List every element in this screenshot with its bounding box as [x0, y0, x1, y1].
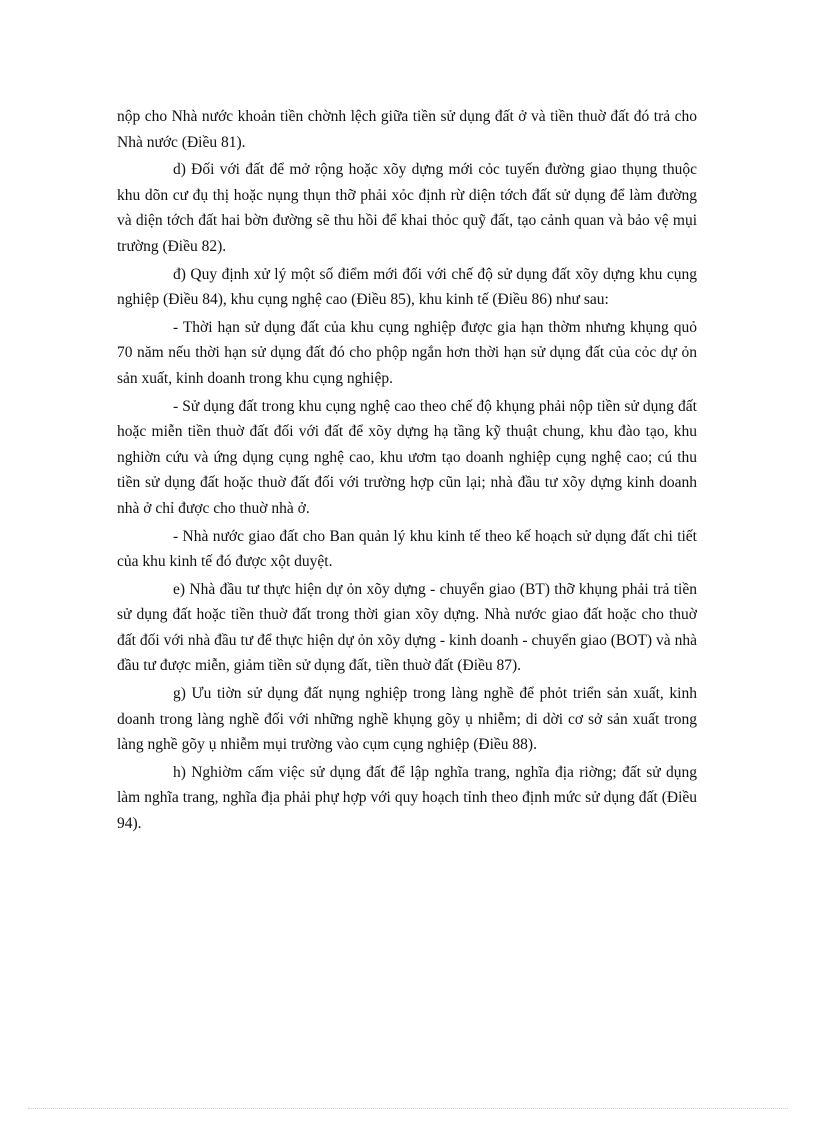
paragraph-item-dd: đ) Quy định xử lý một số điểm mới đối với chế độ sử dụng đất xõy dựng khu cụng nghiệp (Điều 84), khu cụng nghệ cao (Điều 85), khu kinh tế (Điều 86) như sau: — [117, 265, 697, 309]
paragraph-continuation: nộp cho Nhà nước khoản tiền chờnh lệch giữa tiền sử dụng đất ở và tiền thuờ đất đó trả cho Nhà nước (Điều 81). — [117, 108, 697, 151]
footer-dotted-rule — [28, 1108, 788, 1109]
paragraph-item-d: d) Đối với đất để mở rộng hoặc xõy dựng mới cỏc tuyến đường giao thụng thuộc khu dõn cư đụ thị hoặc nụng thụn thỡ phải xỏc định rừ diện tớch đất sử dụng để làm đường và diện tớch đất hai bờn đường sẽ thu hồi để khai thỏc quỹ đất, tạo cảnh quan và bảo vệ mụi trường (Điều 82). — [117, 161, 697, 255]
paragraph-bullet-high-tech-zone: - Sử dụng đất trong khu cụng nghệ cao theo chế độ khụng phải nộp tiền sử dụng đất hoặc miễn tiền thuờ đất đối với đất để xõy dựng hạ tầng kỹ thuật chung, khu đào tạo, khu nghiờn cứu và ứng dụng cụng nghệ cao, khu ươm tạo doanh nghiệp cụng nghệ cao; cú thu tiền sử dụng đất hoặc thuờ đất đối với trường hợp cũn lại; nhà đầu tư xõy dựng kinh doanh nhà ở chỉ được cho thuờ nhà ở. — [117, 397, 697, 517]
paragraph-bullet-industrial-zone: - Thời hạn sử dụng đất của khu cụng nghiệp được gia hạn thờm nhưng khụng quỏ 70 năm nếu thời hạn sử dụng đất đó cho phộp ngắn hơn thời hạn sử dụng đất của cỏc dự ỏn sản xuất, kinh doanh trong khu cụng nghiệp. — [117, 318, 697, 387]
paragraph-item-g: g) Ưu tiờn sử dụng đất nụng nghiệp trong làng nghề để phỏt triển sản xuất, kinh doanh trong làng nghề đối với những nghề khụng gõy ụ nhiễm; di dời cơ sở sản xuất trong làng nghề gõy ụ nhiễm mụi trường vào cụm cụng nghiệp (Điều 88). — [117, 685, 697, 754]
paragraph-item-e: e) Nhà đầu tư thực hiện dự ỏn xõy dựng - chuyển giao (BT) thỡ khụng phải trả tiền sử dụng đất hoặc tiền thuờ đất trong thời gian xõy dựng. Nhà nước giao đất hoặc cho thuờ đất đối với nhà đầu tư để thực hiện dự ỏn xõy dựng - kinh doanh - chuyển giao (BOT) và nhà đầu tư được miễn, giảm tiền sử dụng đất, tiền thuờ đất (Điều 87). — [117, 580, 697, 675]
document-body — [117, 104, 697, 839]
paragraph-bullet-economic-zone: - Nhà nước giao đất cho Ban quản lý khu kinh tế theo kế hoạch sử dụng đất chi tiết của khu kinh tế đó được xột duyệt. — [117, 527, 697, 571]
paragraph-item-h: h) Nghiờm cấm việc sử dụng đất để lập nghĩa trang, nghĩa địa riờng; đất sử dụng làm nghĩa trang, nghĩa địa phải phự hợp với quy hoạch tỉnh theo định mức sử dụng đất (Điều 94). — [117, 763, 697, 833]
